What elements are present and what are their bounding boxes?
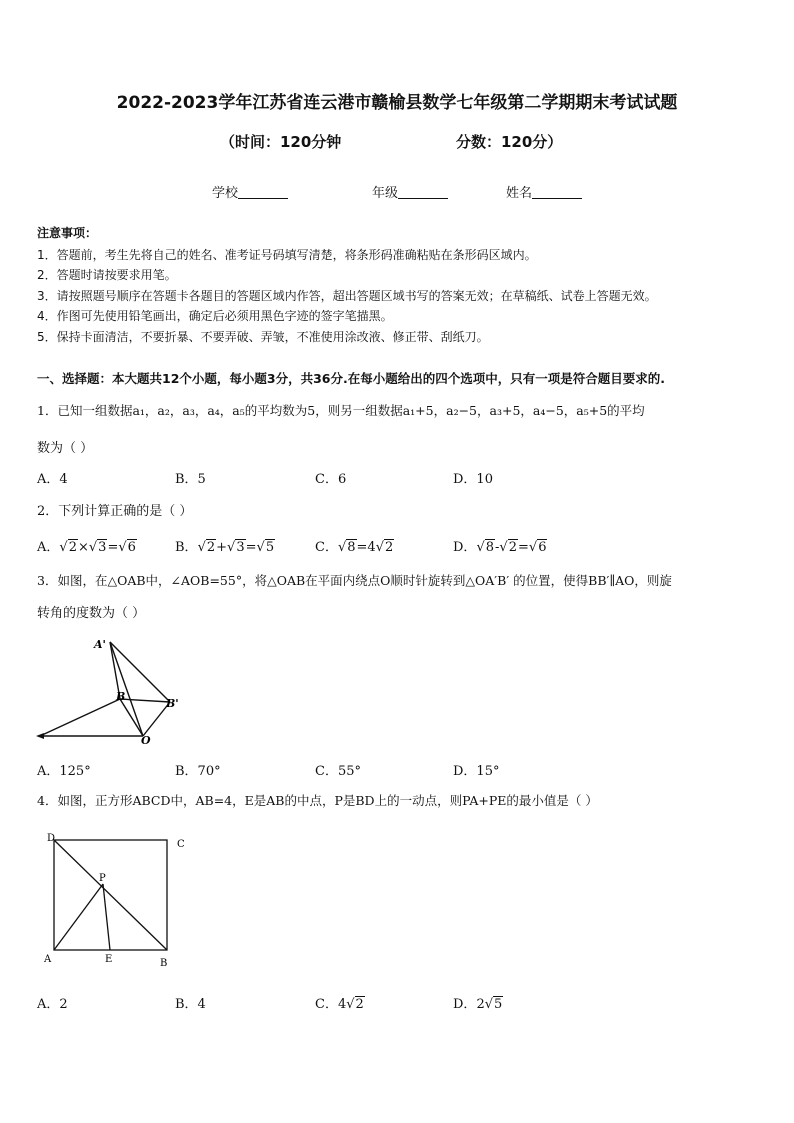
radicand: 2 xyxy=(355,997,364,1012)
q4-option-c: C．4√2 xyxy=(315,997,364,1012)
label-a: A xyxy=(44,954,52,965)
label-a-prime: A' xyxy=(94,638,106,651)
notice-item: 5．保持卡面清洁，不要折暴、不要弄破、弄皱，不准使用涂改液、修正带、刮纸刀。 xyxy=(37,330,489,344)
exam-score: 分数：120分） xyxy=(456,133,563,151)
q1-option-c: C．6 xyxy=(315,472,347,487)
q4-option-a: A．2 xyxy=(37,997,68,1012)
name-label: 姓名 xyxy=(506,186,533,201)
q3-option-a: A．125° xyxy=(37,764,91,779)
radicand: 5 xyxy=(265,540,275,555)
operator: =4 xyxy=(356,540,376,555)
exam-time: （时间：120分钟 xyxy=(220,133,342,151)
label-b: B xyxy=(116,690,126,703)
q2-option-a: A．√2×√3=√6 xyxy=(37,540,136,555)
label-b: B xyxy=(160,958,168,969)
label-o: O xyxy=(141,734,151,747)
question-1-stem-cont: 数为（ ） xyxy=(37,441,94,456)
notice-item: 4．作图可先使用铅笔画出，确定后必须用黑色字迹的签字笔描黑。 xyxy=(37,309,393,323)
operator: × xyxy=(77,540,89,555)
q1-option-a: A．4 xyxy=(37,472,68,487)
coefficient: 2 xyxy=(476,997,485,1012)
q3-option-d: D．15° xyxy=(453,764,500,779)
label-b-prime: B' xyxy=(166,697,179,710)
q4-option-b: B．4 xyxy=(175,997,206,1012)
q2-option-c: C．√8=4√2 xyxy=(315,540,394,555)
question-2-stem: 2．下列计算正确的是（ ） xyxy=(37,504,193,519)
operator: = xyxy=(518,540,529,555)
radicand: 2 xyxy=(508,540,517,555)
radicand: 2 xyxy=(385,540,394,555)
notice-heading: 注意事项： xyxy=(37,226,98,240)
radicand: 6 xyxy=(127,540,136,555)
edge-b-b-prime xyxy=(120,699,170,702)
square-figure xyxy=(38,828,198,973)
coefficient: 4 xyxy=(337,997,347,1012)
label-d: D xyxy=(47,833,56,844)
edge-a-prime-o xyxy=(110,642,143,736)
label-c: C xyxy=(177,839,185,850)
radicand: 8 xyxy=(485,540,495,555)
school-field xyxy=(212,182,288,201)
q2-a-label: A． xyxy=(37,540,60,555)
section-heading: 一、选择题：本大题共12个小题，每小题3分，共36分.在每小题给出的四个选项中，只有一项是符合题目要求的. xyxy=(37,371,665,386)
question-3-stem: 3．如图，在△OAB中，∠AOB=55°，将△OAB在平面内绕点O顺时针旋转到△OA′B′ 的位置，使得BB′∥AO，则旋 xyxy=(37,573,672,588)
radicand: 5 xyxy=(494,997,503,1012)
q3-option-b: B．70° xyxy=(175,764,221,779)
school-blank xyxy=(238,186,288,199)
q2-option-b: B．√2+√3=√5 xyxy=(175,540,275,555)
grade-blank xyxy=(398,186,448,199)
radicand: 6 xyxy=(538,540,547,555)
notice-item: 3．请按照题号顺序在答题卡各题目的答题区域内作答，超出答题区域书写的答案无效；在草稿纸、试卷上答题无效。 xyxy=(37,289,657,303)
operator: = xyxy=(245,540,257,555)
q4-option-d: D．2√5 xyxy=(453,997,503,1012)
question-1-stem: 1．已知一组数据a₁，a₂，a₃，a₄，a₅的平均数为5，则另一组数据a₁+5，a₂−5，a₃+5，a₄−5，a₅+5的平均 xyxy=(37,403,645,418)
q1-option-b: B．5 xyxy=(175,472,206,487)
question-4-stem: 4．如图，正方形ABCD中，AB=4，E是AB的中点，P是BD上的一动点，则PA+PE的最小值是（ ） xyxy=(37,793,598,808)
q2-b-label: B． xyxy=(175,540,198,555)
question-3-stem-cont: 转角的度数为（ ） xyxy=(37,606,146,621)
radicand: 3 xyxy=(236,540,245,555)
q3-option-c: C．55° xyxy=(315,764,361,779)
page-title: 2022-2023学年江苏省连云港市赣榆县数学七年级第二学期期末考试试题 xyxy=(116,93,678,113)
radicand: 2 xyxy=(68,540,77,555)
q4-c-label: C． xyxy=(315,997,338,1012)
q2-d-label: D． xyxy=(453,540,477,555)
q4-d-label: D． xyxy=(453,997,477,1012)
q1-option-d: D．10 xyxy=(453,472,493,487)
radicand: 3 xyxy=(98,540,107,555)
label-e: E xyxy=(105,954,113,965)
point-a-marker xyxy=(36,733,44,739)
edge-a-b xyxy=(40,699,120,736)
radicand: 8 xyxy=(347,540,356,555)
label-p: P xyxy=(99,873,106,884)
rotation-figure xyxy=(30,632,190,747)
grade-label: 年级 xyxy=(372,186,399,201)
diagonal-bd xyxy=(54,840,167,950)
operator: - xyxy=(495,540,500,555)
radicand: 2 xyxy=(206,540,216,555)
name-blank xyxy=(532,186,582,199)
q2-c-label: C． xyxy=(315,540,338,555)
segment-pa xyxy=(54,884,103,950)
name-field xyxy=(506,182,582,201)
notice-item: 1．答题前，考生先将自己的姓名、准考证号码填写清楚，将条形码准确粘贴在条形码区域内。 xyxy=(37,248,537,262)
grade-field xyxy=(372,182,448,201)
operator: = xyxy=(107,540,119,555)
q2-option-d: D．√8-√2=√6 xyxy=(453,540,547,555)
school-label: 学校 xyxy=(212,186,239,201)
notice-item: 2．答题时请按要求用笔。 xyxy=(37,268,177,282)
operator: + xyxy=(216,540,228,555)
